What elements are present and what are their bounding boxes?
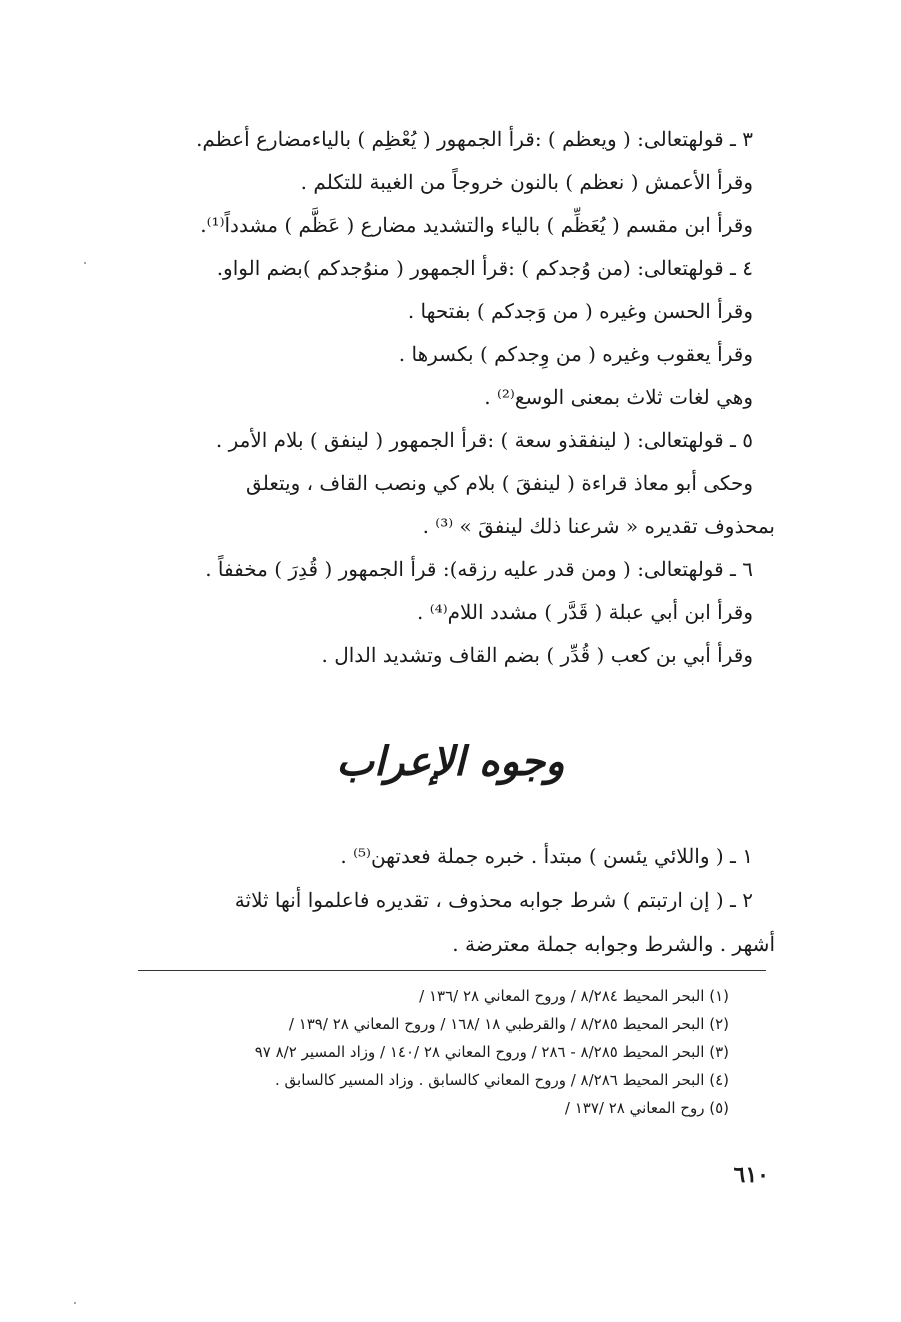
body-line-11: ٦ ـ قولهتعالى: ( ومن قدر عليه رزقه): قرأ الجمهور ( قُدِرَ ) مخففاً . (205, 557, 753, 581)
ierab-line-3: أشهر . والشرط وجوابه جملة معترضة . (452, 932, 775, 956)
footnote-1: (١) البحر المحيط ٨/٢٨٤ / وروح المعاني ٢٨ /١٣٦ / (419, 987, 729, 1005)
qiraat-section (103, 118, 775, 677)
body-line-1: ٣ ـ قولهتعالى: ( ويعظم ) :قرأ الجمهور ( يُعْظِم ) بالياءمضارع أعظم. (196, 127, 753, 151)
footnote-3: (٣) البحر المحيط ٨/٢٨٥ - ٢٨٦ / وروح المعاني ٢٨ /١٤٠ / وزاد المسير ٨/٢ ٩٧ (254, 1043, 729, 1061)
body-line-6: وقرأ يعقوب وغيره ( من وِجدكم ) بكسرها . (398, 342, 753, 366)
body-line-7: وهي لغات ثلاث بمعنى الوسع⁽²⁾ . (484, 385, 753, 409)
body-line-12: وقرأ ابن أبي عبلة ( قَدَّر ) مشدد اللام⁽⁴⁾ . (417, 600, 753, 624)
body-line-9: وحكى أبو معاذ قراءة ( لينفقَ ) بلام كي ونصب القاف ، ويتعلق (246, 471, 753, 495)
ierab-line-1: ١ ـ ( واللائي يئسن ) مبتدأ . خبره جملة فعدتهن⁽⁵⁾ . (340, 844, 753, 868)
body-line-10: بمحذوف تقديره « شرعنا ذلك لينفقَ » ⁽³⁾ . (422, 514, 775, 538)
body-line-13: وقرأ أبي بن كعب ( قُدِّر ) بضم القاف وتشديد الدال . (321, 643, 753, 667)
body-line-4: ٤ ـ قولهتعالى: (من وُجدكم ) :قرأ الجمهور ( منوُجدكم )بضم الواو. (216, 256, 753, 280)
page-number: ٦١٠ (733, 1162, 769, 1188)
footnote-divider (138, 970, 766, 971)
footnote-4: (٤) البحر المحيط ٨/٢٨٦ / وروح المعاني كالسابق . وزاد المسير كالسابق . (274, 1071, 729, 1089)
ierab-line-2: ٢ ـ ( إن ارتبتم ) شرط جوابه محذوف ، تقديره فاعلموا أنها ثلاثة (234, 888, 753, 912)
footnote-2: (٢) البحر المحيط ٨/٢٨٥ / والقرطبي ١٨ /١٦٨ / وروح المعاني ٢٨ /١٣٩ / (288, 1015, 729, 1033)
scan-speck (84, 262, 86, 264)
body-line-2: وقرأ الأعمش ( نعظم ) بالنون خروجاً من الغيبة للتكلم . (300, 170, 753, 194)
scan-speck (74, 1302, 76, 1304)
body-line-3: وقرأ ابن مقسم ( يُعَظِّم ) بالياء والتشديد مضارع ( عَظَّم ) مشدداً⁽¹⁾. (200, 213, 753, 237)
footnotes (89, 982, 729, 1122)
body-line-5: وقرأ الحسن وغيره ( من وَجدكم ) بفتحها . (407, 299, 753, 323)
section-heading: وجوه الإعراب (336, 738, 565, 785)
footnote-5: (٥) روح المعاني ٢٨ /١٣٧ / (564, 1099, 729, 1117)
ierab-section (103, 834, 775, 966)
body-line-8: ٥ ـ قولهتعالى: ( لينفقذو سعة ) :قرأ الجمهور ( لينفق ) بلام الأمر . (215, 428, 753, 452)
